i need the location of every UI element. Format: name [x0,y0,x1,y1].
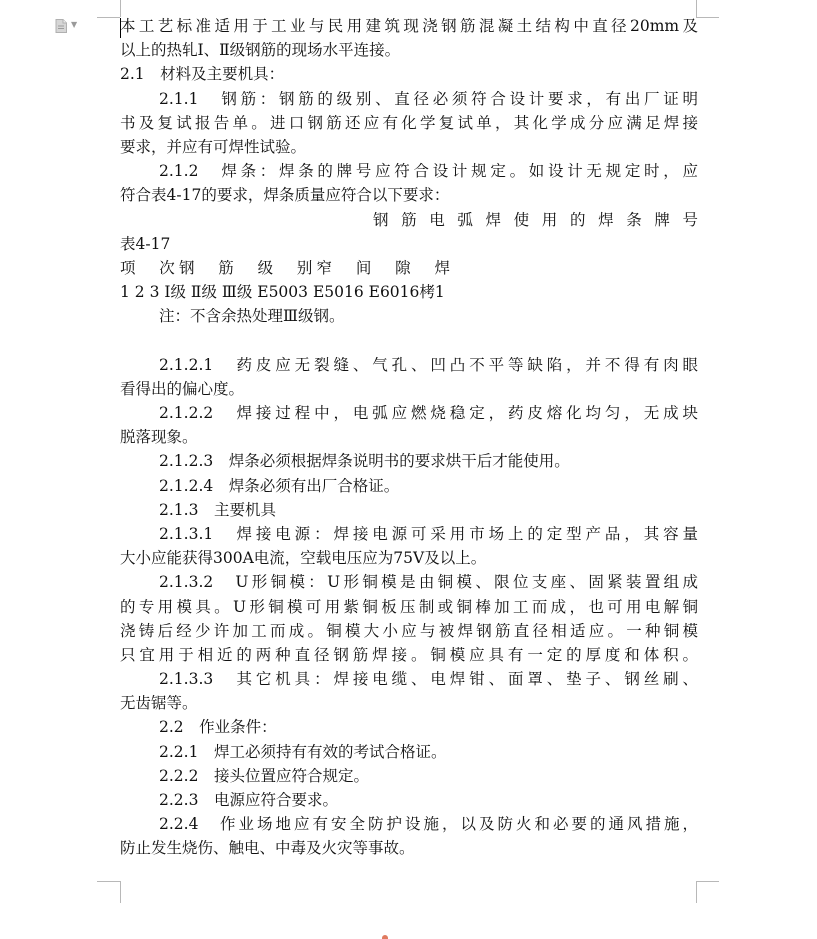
paragraph-line: 2.1.3.1 焊接电源：焊接电源可采用市场上的定型产品，其容量 [159,524,698,543]
paragraph-line: 钢筋电弧焊使用的焊条牌号 [373,210,698,229]
crop-mark-bottom-right [696,881,719,882]
paragraph-line: 符合表4-17的要求，焊条质量应符合以下要求： [120,186,450,205]
crop-mark-bottom-right [696,881,697,903]
paragraph-line: 2.1.2.4 焊条必须有出厂合格证。 [159,476,400,495]
paragraph-line: 浇铸后经少许加工而成。铜模大小应与被焊钢筋直径相适应。一种铜模 [120,621,698,640]
paragraph-line: 本工艺标准适用于工业与民用建筑现浇钢筋混凝土结构中直径20mm及 [120,17,698,35]
paragraph-line: 的专用模具。U形铜模可用紫铜板压制或铜棒加工而成，也可用电解铜 [120,597,698,616]
paragraph-line: 注：不含余热处理Ⅲ级钢。 [159,307,345,326]
paragraph-line: 2.1 材料及主要机具： [120,65,285,84]
paragraph-line: 只宜用于相近的两种直径钢筋焊接。铜模应具有一定的厚度和体积。 [120,645,698,664]
crop-mark-top-left [97,17,120,18]
document-icon[interactable] [55,19,67,33]
paragraph-line: 2.2.1 焊工必须持有有效的考试合格证。 [159,742,447,761]
crop-mark-top-right [696,17,719,18]
paragraph-line: 以上的热轧Ⅰ、Ⅱ级钢筋的现场水平连接。 [120,41,401,60]
paragraph-line: 无齿锯等。 [120,694,198,713]
paragraph-line: 看得出的偏心度。 [120,379,245,398]
crop-mark-bottom-left [97,881,120,882]
paragraph-line: 项 次钢 筋 级 别窄 间 隙 焊 [120,258,450,277]
paragraph-line: 2.1.3 主要机具 [159,500,276,519]
paragraph-line: 2.2.4 作业场地应有安全防护设施，以及防火和必要的通风措施， [159,815,698,834]
page-indicator [382,935,388,939]
paragraph-line: 表4-17 [120,234,171,253]
paragraph-line: 大小应能获得300A电流，空载电压应为75V及以上。 [120,549,487,568]
chevron-down-icon[interactable]: ▼ [71,20,78,29]
paragraph-line: 脱落现象。 [120,428,198,447]
paragraph-line: 要求，并应有可焊性试验。 [120,137,307,156]
paragraph-line: 2.1.1 钢筋：钢筋的级别、直径必须符合设计要求，有出厂证明 [159,89,698,108]
paragraph-line: 2.1.2.2 焊接过程中，电弧应燃烧稳定，药皮熔化均匀，无成块 [159,404,698,422]
paragraph-line: 1 2 3 Ⅰ级 Ⅱ级 Ⅲ级 E5003 E5016 E6016栲1 [120,283,445,302]
paragraph-line: 防止发生烧伤、触电、中毒及火灾等事故。 [120,839,415,858]
paragraph-line: 书及复试报告单。进口钢筋还应有化学复试单，其化学成分应满足焊接 [120,113,698,132]
paragraph-line: 2.1.2.3 焊条必须根据焊条说明书的要求烘干后才能使用。 [159,452,570,471]
paragraph-line: 2.2.3 电源应符合要求。 [159,791,338,809]
paragraph-line: 2.2 作业条件： [159,718,277,737]
paragraph-line: 2.2.2 接头位置应符合规定。 [159,766,369,785]
paragraph-line: 2.1.3.2 U形铜模：U形铜模是由铜模、限位支座、固紧装置组成 [159,573,698,592]
crop-mark-bottom-left [120,881,121,903]
paragraph-line: 2.1.2 焊条：焊条的牌号应符合设计规定。如设计无规定时，应 [159,162,698,181]
blank-line [120,328,698,352]
paragraph-line: 2.1.3.3 其它机具：焊接电缆、电焊钳、面罩、垫子、钢丝刷、 [159,670,698,689]
document-body[interactable] [120,14,698,861]
paragraph-line: 2.1.2.1 药皮应无裂缝、气孔、凹凸不平等缺陷，并不得有肉眼 [159,355,698,374]
